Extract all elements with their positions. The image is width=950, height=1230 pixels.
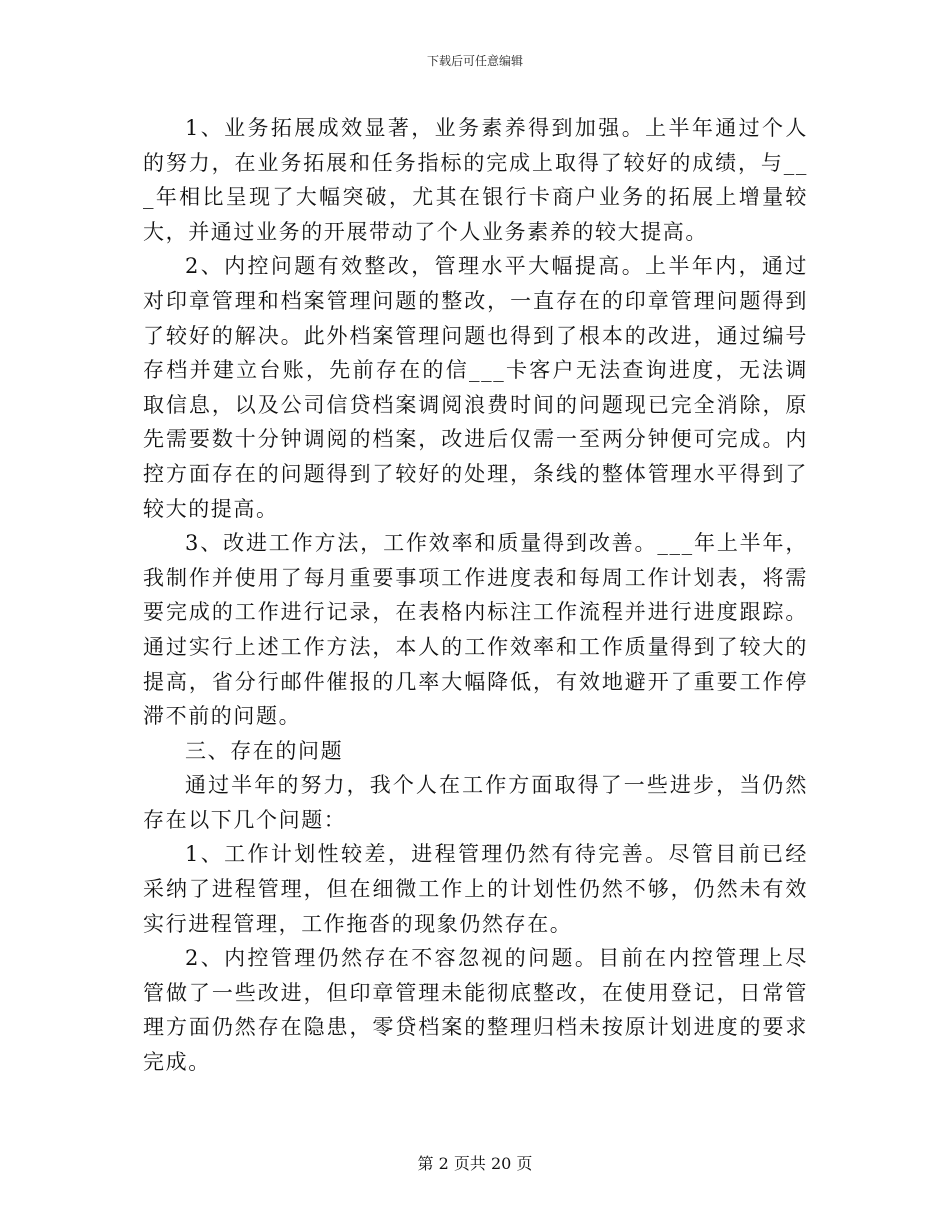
paragraph-problem-planning: 1、工作计划性较差，进程管理仍然有待完善。尽管目前已经采纳了进程管理，但在细微工作上的计划性仍然不够，仍然未有效实行进程管理，工作拖沓的现象仍然存在。 [143, 842, 808, 936]
paragraph-problem-internal-control: 2、内控管理仍然存在不容忽视的问题。目前在内控管理上尽管做了一些改进，但印章管理未能彻底整改，在使用登记，日常管理方面仍然存在隐患，零贷档案的整理归档未按原计划进度的要求完成。 [143, 946, 808, 1075]
section-heading-problems: 三、存在的问题 [185, 738, 344, 763]
paragraph-work-method: 3、改进工作方法，工作效率和质量得到改善。___年上半年，我制作并使用了每月重要事项工作进度表和每周工作计划表，将需要完成的工作进行记录，在表格内标注工作流程并进行进度跟踪。通过实行上述工作方法，本人的工作效率和工作质量得到了较大的提高，省分行邮件催报的几率大幅降低，有效地避开了重要工作停滞不前的问题。 [143, 531, 808, 729]
page-footer: 第 2 页共 20 页 [417, 1154, 533, 1173]
paragraph-internal-control: 2、内控问题有效整改，管理水平大幅提高。上半年内，通过对印章管理和档案管理问题的整改，一直存在的印章管理问题得到了较好的解决。此外档案管理问题也得到了根本的改进，通过编号存档并建立台账，先前存在的信___卡客户无法查询进度，无法调取信息，以及公司信贷档案调阅浪费时间的问题现已完全消除，原先需要数十分钟调阅的档案，改进后仅需一至两分钟便可完成。内控方面存在的问题得到了较好的处理，条线的整体管理水平得到了较大的提高。 [143, 254, 808, 521]
paragraph-business-expansion: 1、业务拓展成效显著，业务素养得到加强。上半年通过个人的努力，在业务拓展和任务指标的完成上取得了较好的成绩，与___年相比呈现了大幅突破，尤其在银行卡商户业务的拓展上增量较大，并通过业务的开展带动了个人业务素养的较大提高。 [143, 116, 808, 244]
document-body [143, 111, 808, 1080]
paragraph-problems-intro: 通过半年的努力，我个人在工作方面取得了一些进步，当仍然存在以下几个问题： [143, 773, 808, 832]
page-header: 下载后可任意编辑 [426, 54, 523, 68]
